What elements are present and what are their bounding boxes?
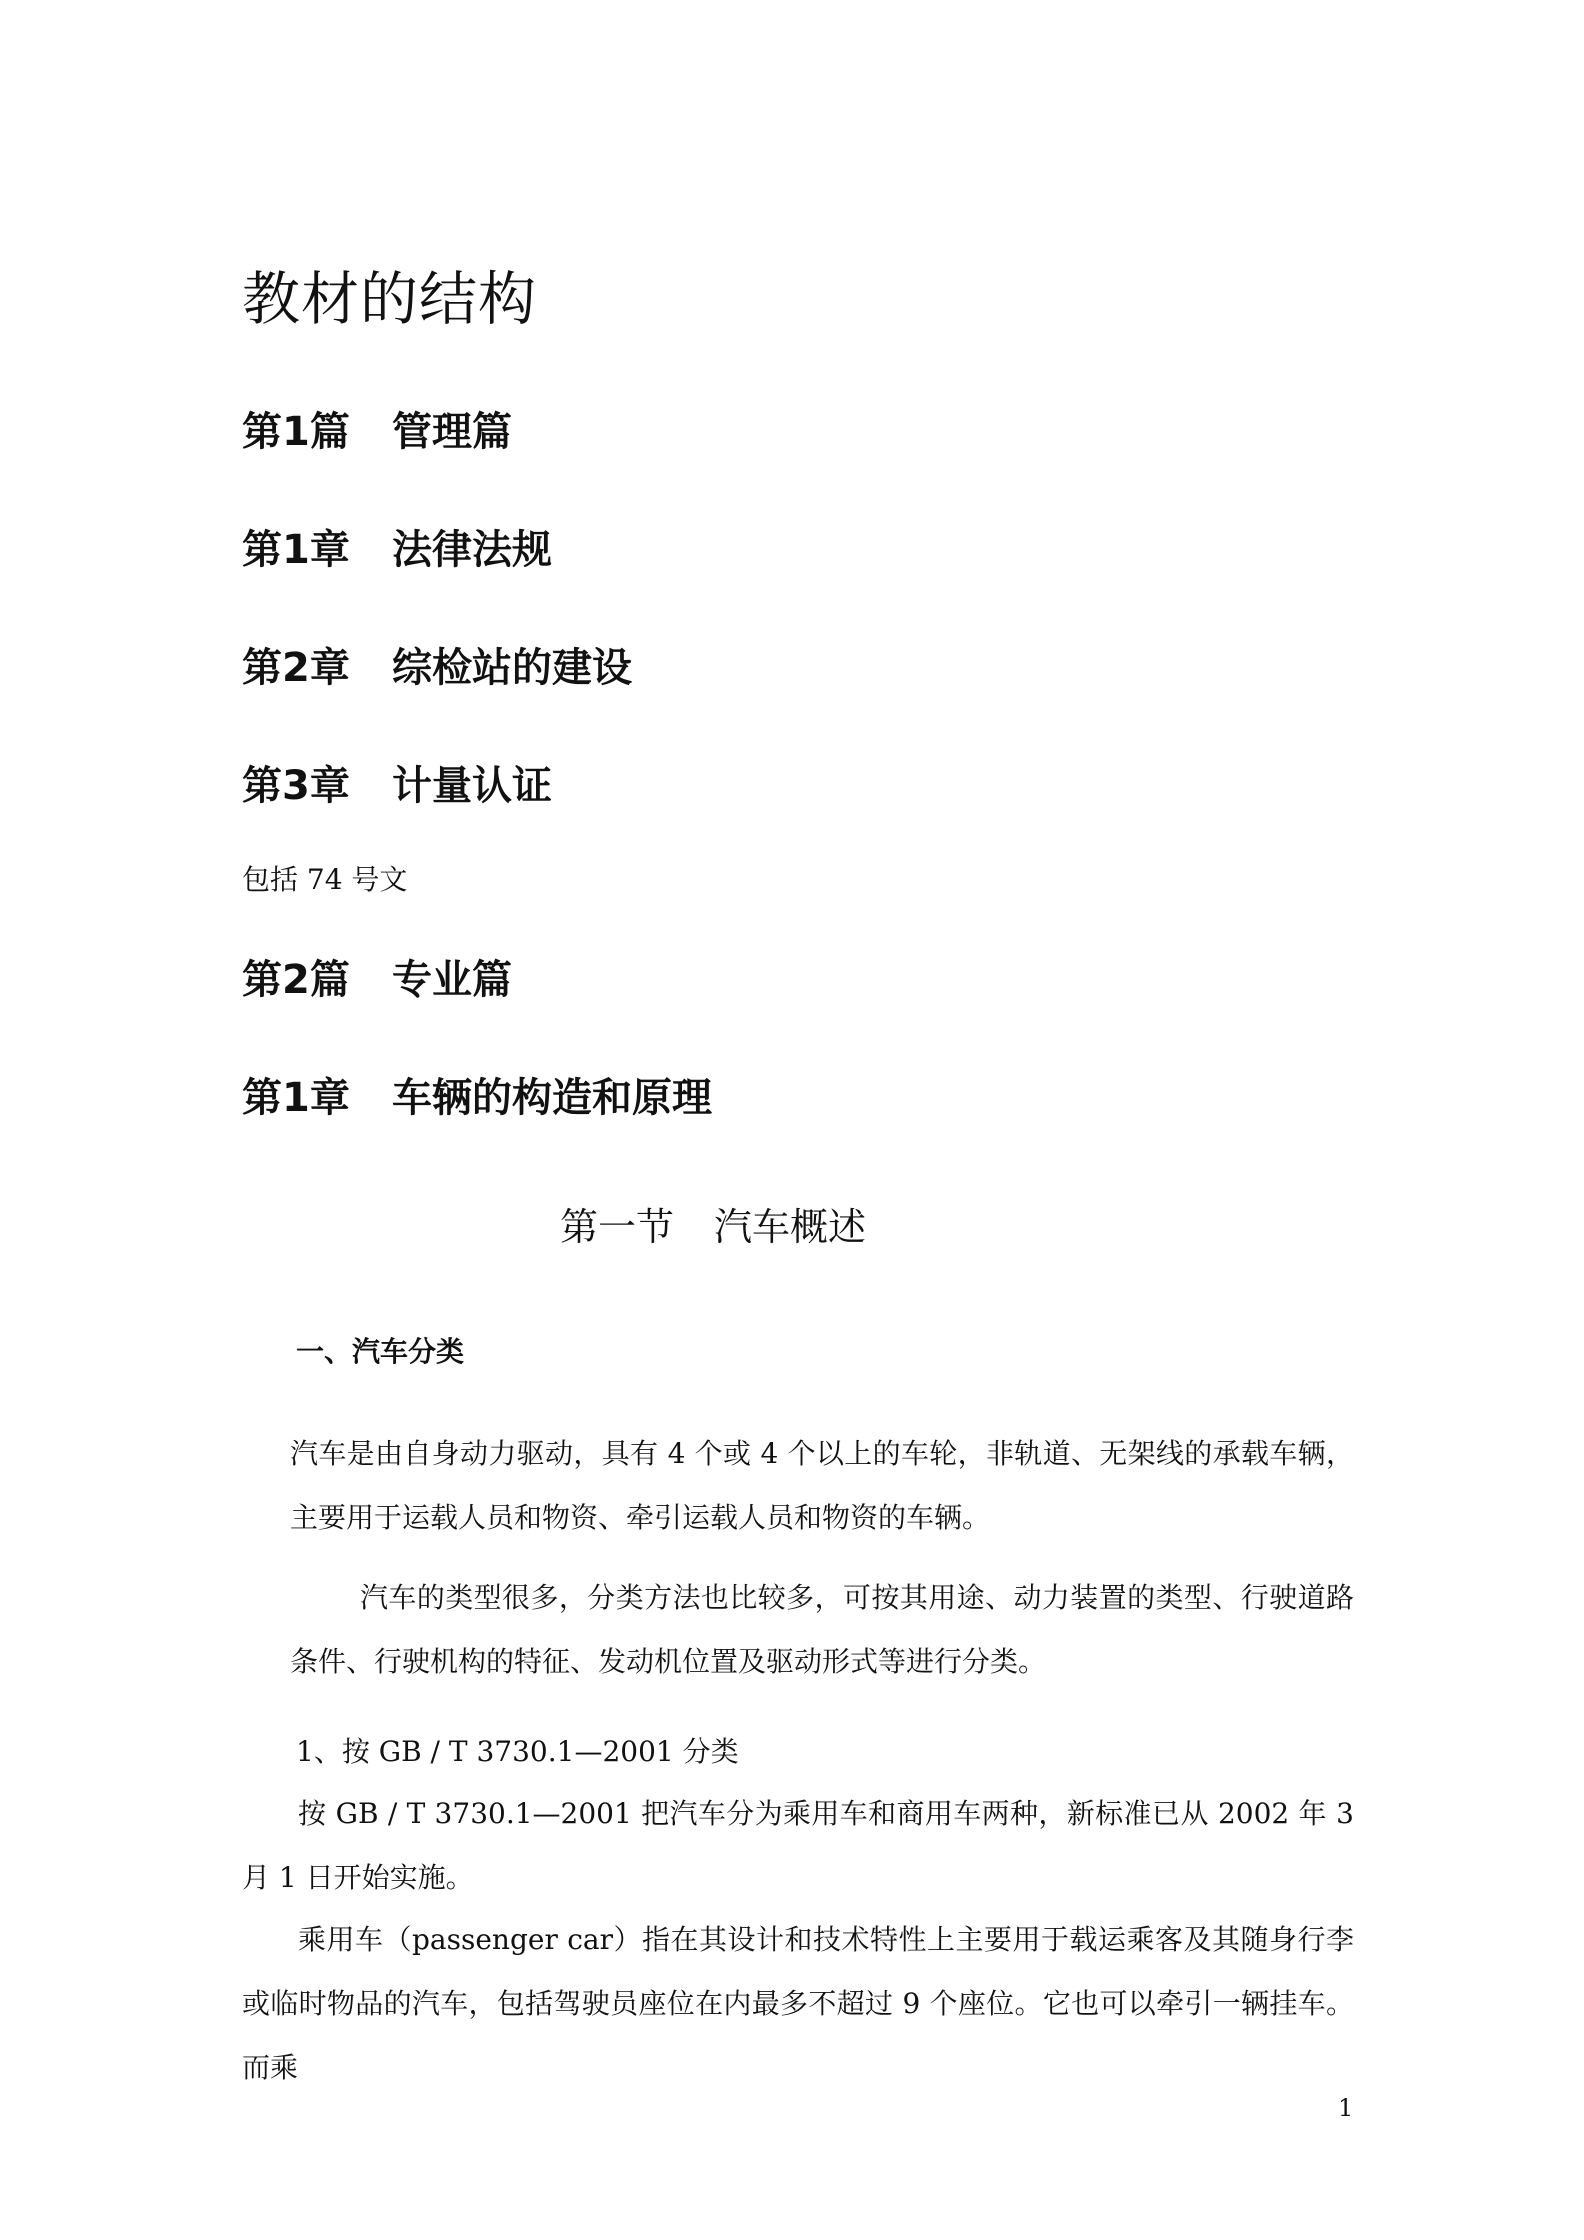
chapter-title: 车辆的构造和原理 — [392, 1075, 712, 1121]
chapter-title: 法律法规 — [392, 527, 552, 573]
section-title — [560, 1196, 866, 1251]
chapter-number: 第2章 — [242, 645, 350, 691]
chapter-number: 第3章 — [242, 763, 350, 809]
chapter-note: 包括 74 号文 — [242, 863, 408, 896]
chapter-number: 第1章 — [242, 527, 350, 573]
chapter-heading-1 — [242, 518, 552, 575]
section-number: 第一节 — [560, 1205, 675, 1249]
part-title: 专业篇 — [392, 957, 512, 1003]
part-title: 管理篇 — [392, 409, 512, 455]
list-item: 1、按 GB / T 3730.1—2001 分类 — [296, 1735, 739, 1768]
chapter-heading-4 — [242, 1066, 712, 1123]
part-heading-2 — [242, 948, 512, 1005]
paragraph: 乘用车（passenger car）指在其设计和技术特性上主要用于载运乘客及其随身行李或临时物品的汽车，包括驾驶员座位在内最多不超过 9 个座位。它也可以牵引一辆挂车。而乘 — [242, 1923, 1354, 2084]
chapter-number: 第1章 — [242, 1075, 350, 1121]
paragraph: 汽车的类型很多，分类方法也比较多，可按其用途、动力装置的类型、行驶道路条件、行驶机构的特征、发动机位置及驱动形式等进行分类。 — [290, 1581, 1354, 1678]
paragraph: 汽车是由自身动力驱动，具有 4 个或 4 个以上的车轮，非轨道、无架线的承载车辆，主要用于运载人员和物资、牵引运载人员和物资的车辆。 — [290, 1437, 1354, 1534]
chapter-title: 综检站的建设 — [392, 645, 632, 691]
part-number: 第2篇 — [242, 957, 350, 1003]
part-number: 第1篇 — [242, 409, 350, 455]
document-title: 教材的结构 — [242, 265, 538, 333]
part-heading-1 — [242, 400, 512, 457]
page-number: 1 — [1338, 2094, 1354, 2122]
subsection-heading: 一、汽车分类 — [296, 1335, 465, 1368]
section-name: 汽车概述 — [714, 1205, 867, 1249]
paragraph: 按 GB / T 3730.1—2001 把汽车分为乘用车和商用车两种，新标准已从 2002 年 3 月 1 日开始实施。 — [242, 1797, 1354, 1894]
chapter-title: 计量认证 — [392, 763, 552, 809]
chapter-heading-3 — [242, 754, 552, 811]
chapter-heading-2 — [242, 636, 632, 693]
